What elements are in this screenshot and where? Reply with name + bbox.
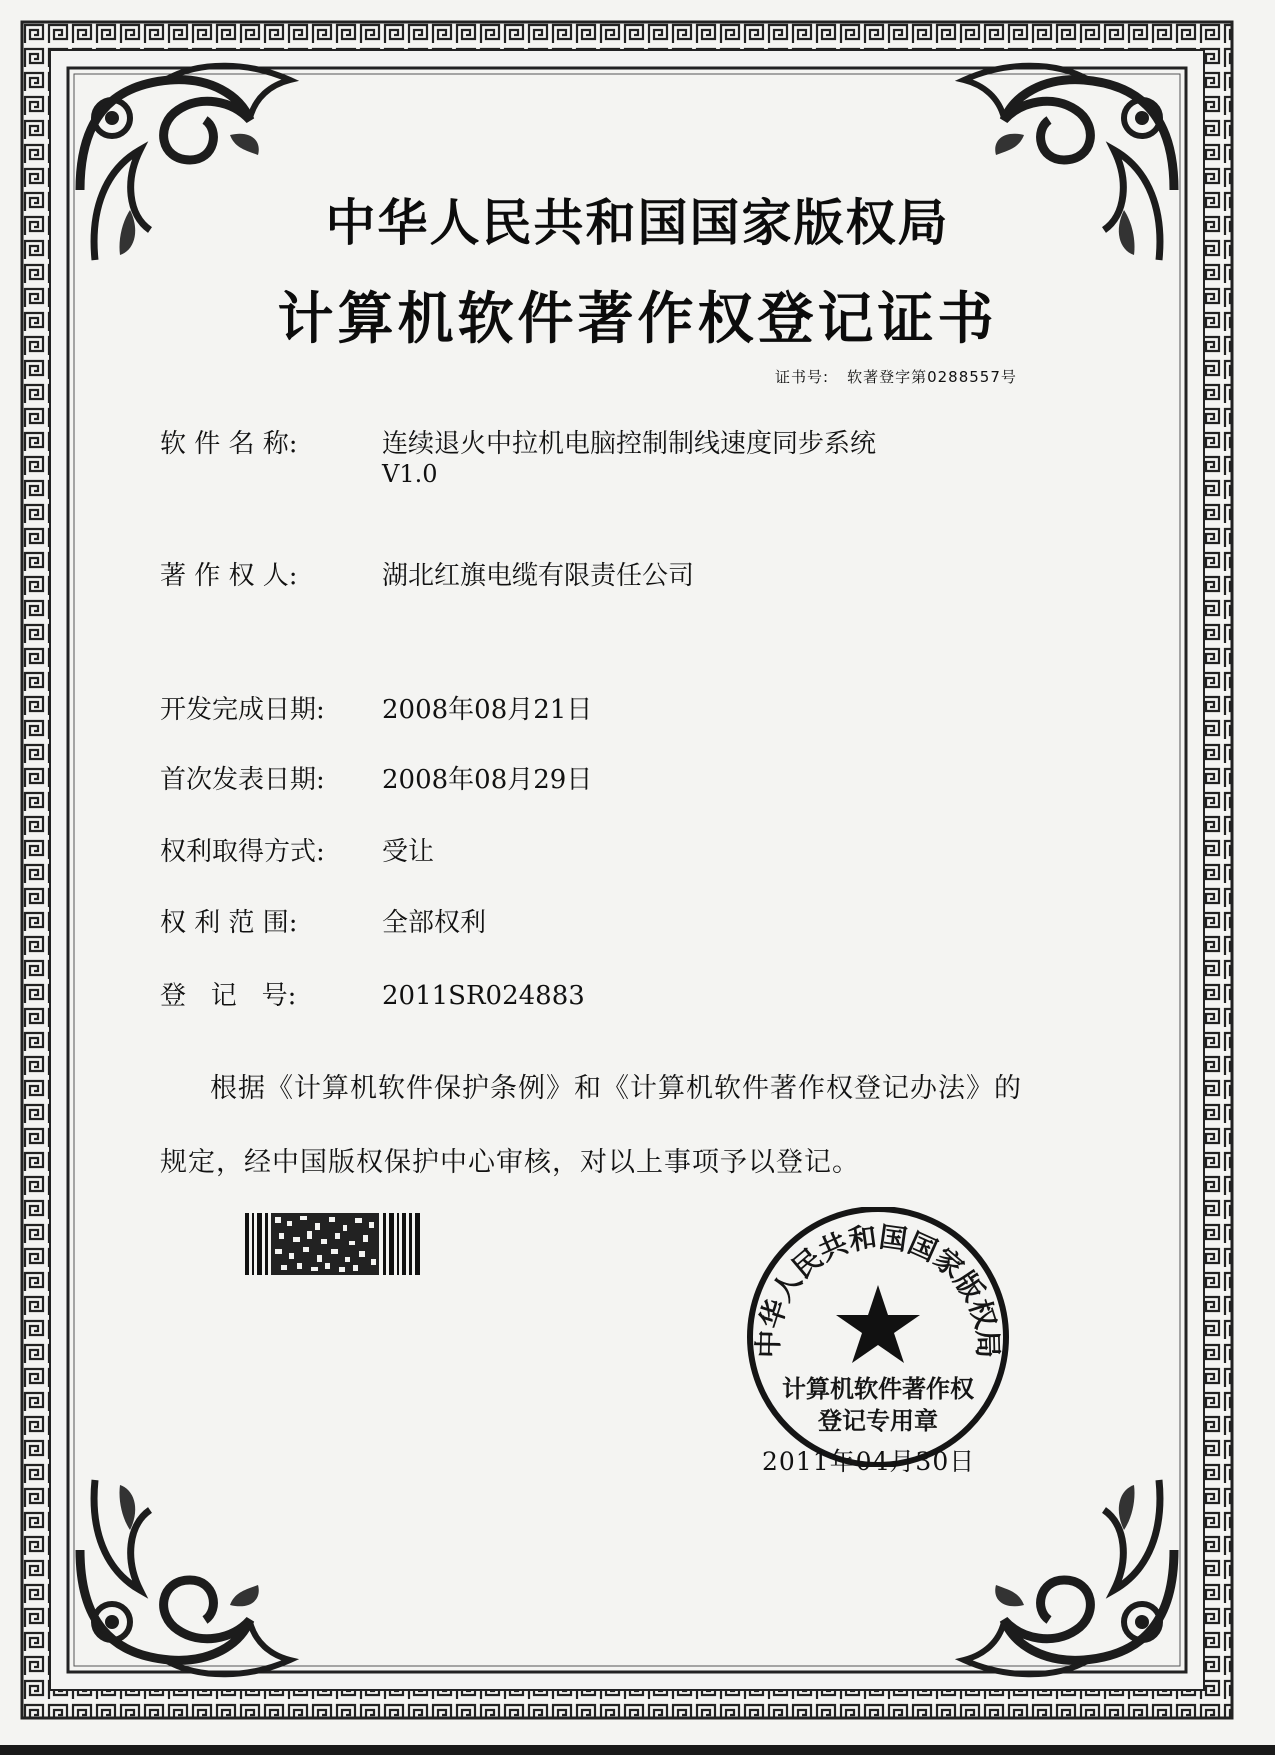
- statement-line-2: 规定，经中国版权保护中心审核，对以上事项予以登记。: [160, 1147, 860, 1178]
- certificate-number-value: 软著登字第0288557号: [847, 368, 1017, 386]
- registration-number-value: 2011SR024883: [382, 981, 585, 1011]
- copyright-owner-value: 湖北红旗电缆有限责任公司: [382, 561, 695, 591]
- rights-scope-label: 权 利 范 围:: [160, 908, 298, 938]
- completion-date-label: 开发完成日期:: [160, 695, 325, 725]
- acquisition-method-label: 权利取得方式:: [160, 837, 325, 867]
- software-version: V1.0: [382, 460, 438, 488]
- barcode-2d: [245, 1213, 425, 1275]
- acquisition-method-value: 受让: [382, 837, 435, 867]
- seal-ring-text: 中华人民共和国国家版权局: [751, 1220, 1005, 1359]
- statement-line-1: 根据《计算机软件保护条例》和《计算机软件著作权登记办法》的: [210, 1073, 1022, 1104]
- publication-date-value: 2008年08月29日: [382, 765, 593, 795]
- seal-inner-line-2: 登记专用章: [818, 1407, 938, 1435]
- software-name-value: 连续退火中拉机电脑控制制线速度同步系统: [382, 429, 877, 459]
- acquisition-method-row: [160, 831, 434, 868]
- software-name-row: [160, 423, 876, 460]
- official-seal: [738, 1207, 1018, 1467]
- publication-date-row: [160, 759, 592, 796]
- publication-date-label: 首次发表日期:: [160, 765, 325, 795]
- corner-ornament-bottom-left: [80, 1480, 290, 1674]
- issuing-authority-title: 中华人民共和国国家版权局: [325, 194, 950, 252]
- scan-edge: [0, 1745, 1275, 1755]
- certificate-title: 计算机软件著作权登记证书: [277, 286, 998, 352]
- star-icon: [836, 1285, 920, 1363]
- registration-number-row: [160, 975, 585, 1012]
- corner-ornament-bottom-right: [964, 1480, 1174, 1674]
- seal-inner-line-1: 计算机软件著作权: [782, 1375, 974, 1403]
- copyright-owner-row: [160, 555, 694, 592]
- completion-date-value: 2008年08月21日: [382, 695, 593, 725]
- registration-number-label: 登 记 号:: [160, 981, 297, 1011]
- certificate-number-label: 证书号:: [775, 368, 830, 386]
- software-name-label: 软 件 名 称:: [160, 429, 298, 459]
- issue-date: 2011年04月30日: [762, 1447, 976, 1476]
- certificate-number: [775, 366, 1017, 387]
- rights-scope-value: 全部权利: [382, 908, 487, 938]
- copyright-owner-label: 著 作 权 人:: [160, 561, 298, 591]
- rights-scope-row: [160, 902, 486, 939]
- completion-date-row: [160, 689, 592, 726]
